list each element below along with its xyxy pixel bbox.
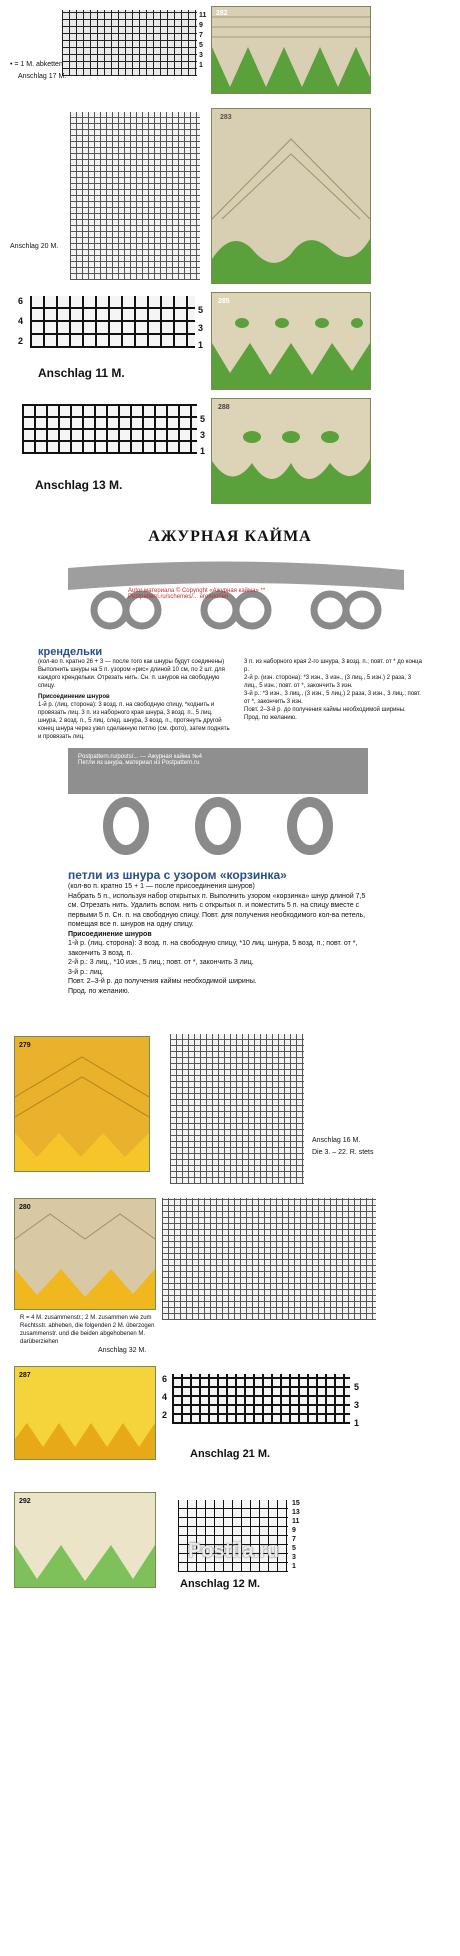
krendelki-intro: (кол-во п. кратно 26 + 3 — после того как шнуры будут соединены) Выполнить шнуры на 5 п. узором «рис» длиной 10 см, по 2 шт. для каждого крендельки. Отрезать нить. Сн. п. шнуров на свободную спицу. Присоединение шнуров 1-й р. (лиц. сторона): 3 возд. п. на свободную спицу, *коднить и провязать лиц. 3 п. из наборного края шнура, 3 возд. п., 5 лиц. шнура, 2 возд. п., 5 лиц. след. шнура, 3 возд. п., протянуть другой конец шнура через узел сделанную петлю (см. фото), затем поднять и провязать лиц. [38, 659, 230, 740]
watermark: Postpattern.ru/posts/... — Ажурная кайма №4 Петли из шнура, материал из Postpattern.ru [78, 754, 202, 766]
row-number: 1 [200, 446, 206, 456]
photo-number: 282 [216, 10, 228, 17]
lace-photo-280 [14, 1198, 156, 1310]
page-title: АЖУРНАЯ КАЙМА [148, 528, 312, 545]
row-number: 7 [199, 32, 203, 39]
section-heading: петли из шнура с узором «корзинка» [68, 868, 287, 882]
cord-loops-photo [68, 748, 368, 860]
anschlag-label: Anschlag 16 M. [312, 1137, 361, 1144]
row-number: 13 [292, 1509, 300, 1516]
photo-number: 292 [19, 1498, 31, 1505]
petli-block: петли из шнура с узором «корзинка» (кол-во п. кратно 15 + 1 — после присоединения шнуров) Набрать 5 п., используя набор открытых п. Выполнить узором «корзинка» шнур длиной 7,5 см. Отрезать нить. Удалить вспом. нить с открытых п. и поместить 5 п. на спицу вместе с первыми 5 п. Сн. п. на свободную спицу. Повт. для получения необходимого кол-ва петель, помещая все п. шнуров на одну спицу. Присоединение шнуров 1-й р. (лиц. сторона): 3 возд. п. на свободную спицу, *10 лиц. шнура, 5 возд. п.; повт. от *, закончить 3 возд. п. 2-й р.: 3 лиц., *10 изн., 5 лиц.; повт. от *, закончить 3 лиц. 3-й р.: лиц. Повт. 2–3-й р. до получения каймы необходимой ширины. Прод. по желанию. [68, 868, 368, 996]
anschlag-label: Anschlag 11 M. [38, 366, 125, 380]
row-number: 6 [18, 296, 24, 306]
chart-note: • = 1 M. abketten [10, 61, 63, 68]
knitting-chart-2 [70, 112, 200, 280]
row-number: 11 [199, 12, 207, 19]
row-number: 1 [198, 340, 204, 350]
row-number: 3 [198, 323, 204, 333]
lace-photo-285 [211, 292, 371, 390]
anschlag-label: Anschlag 17 M. [18, 73, 67, 80]
photo-number: 283 [220, 114, 232, 121]
lace-photo-282 [211, 6, 371, 94]
krendelki-col2: 3 п. из наборного края 2-го шнура, 3 возд. п.; повт. от * до конца р. 2-й р. (изн. сторона): *3 изн., 3 изн., (3 лиц., 5 изн.) 2 раза, 3 лиц., 5 изн.; повт. от *, закончить 3 изн. 3-й р.: *3 изн., 3 лиц., (3 изн., 5 лиц.) 2 раза, 3 изн., 3 лиц.; повт. от *, закончить 3 изн. Повт. 2–3-й р. до получения каймы необходимой ширины. Прод. по желанию. [244, 659, 422, 721]
site-watermark: Postila.ru [188, 1540, 280, 1562]
lace-photo-287 [14, 1366, 156, 1460]
row-number: 5 [200, 414, 206, 424]
photo-number: 280 [19, 1204, 31, 1211]
row-number: 4 [18, 316, 24, 326]
row-number: 5 [292, 1545, 296, 1552]
watermark: Autor материала © Copyright «Ажурная кайма» ** Postpattern.ru/schemes/... eronnonen [128, 588, 266, 600]
photo-number: 279 [19, 1042, 31, 1049]
anschlag-label: Anschlag 13 M. [35, 478, 123, 492]
photo-number: 287 [19, 1372, 31, 1379]
section-heading: крендельки [38, 646, 103, 658]
row-number: 15 [292, 1500, 300, 1507]
cord-pretzel-photo [68, 560, 404, 644]
knitting-chart-6 [162, 1198, 376, 1320]
anschlag-label: Anschlag 32 M. [98, 1347, 147, 1354]
knitting-chart-1 [62, 10, 197, 76]
row-number: 9 [199, 22, 203, 29]
row-number: 1 [199, 62, 203, 69]
row-number: 5 [199, 42, 203, 49]
row-number: 3 [200, 430, 206, 440]
knitting-chart-4 [22, 404, 197, 454]
chart-note: Die 3. – 22. R. stets [312, 1149, 374, 1156]
anschlag-label: Anschlag 20 M. [10, 243, 59, 250]
chart-legend: R = 4 M. zusammenstr.; 2 M. zusammen wie zum Rechtsstr. abheben, die folgenden 2 M. überzogen zusammenstr. und die beiden abgehobenen M. darüberziehen [20, 1315, 155, 1345]
photo-number: 288 [218, 404, 230, 411]
knitting-chart-7 [172, 1374, 350, 1424]
row-number: 2 [18, 336, 24, 346]
row-number: 5 [354, 1382, 360, 1392]
lace-photo-292 [14, 1492, 156, 1588]
row-number: 4 [162, 1392, 168, 1402]
row-number: 1 [292, 1563, 296, 1570]
row-number: 11 [292, 1518, 300, 1525]
row-number: 3 [292, 1554, 296, 1561]
row-number: 6 [162, 1374, 168, 1384]
row-number: 3 [199, 52, 203, 59]
row-number: 5 [198, 305, 204, 315]
row-number: 7 [292, 1536, 296, 1543]
knitting-chart-3 [30, 296, 195, 348]
lace-photo-288 [211, 398, 371, 504]
anschlag-label: Anschlag 21 M. [190, 1448, 271, 1460]
row-number: 9 [292, 1527, 296, 1534]
lace-photo-283 [211, 108, 371, 284]
photo-number: 285 [218, 298, 230, 305]
row-number: 3 [354, 1400, 360, 1410]
anschlag-label: Anschlag 12 M. [180, 1578, 261, 1590]
lace-photo-279 [14, 1036, 150, 1172]
row-number: 2 [162, 1410, 168, 1420]
knitting-chart-5 [170, 1034, 304, 1184]
row-number: 1 [354, 1418, 360, 1428]
